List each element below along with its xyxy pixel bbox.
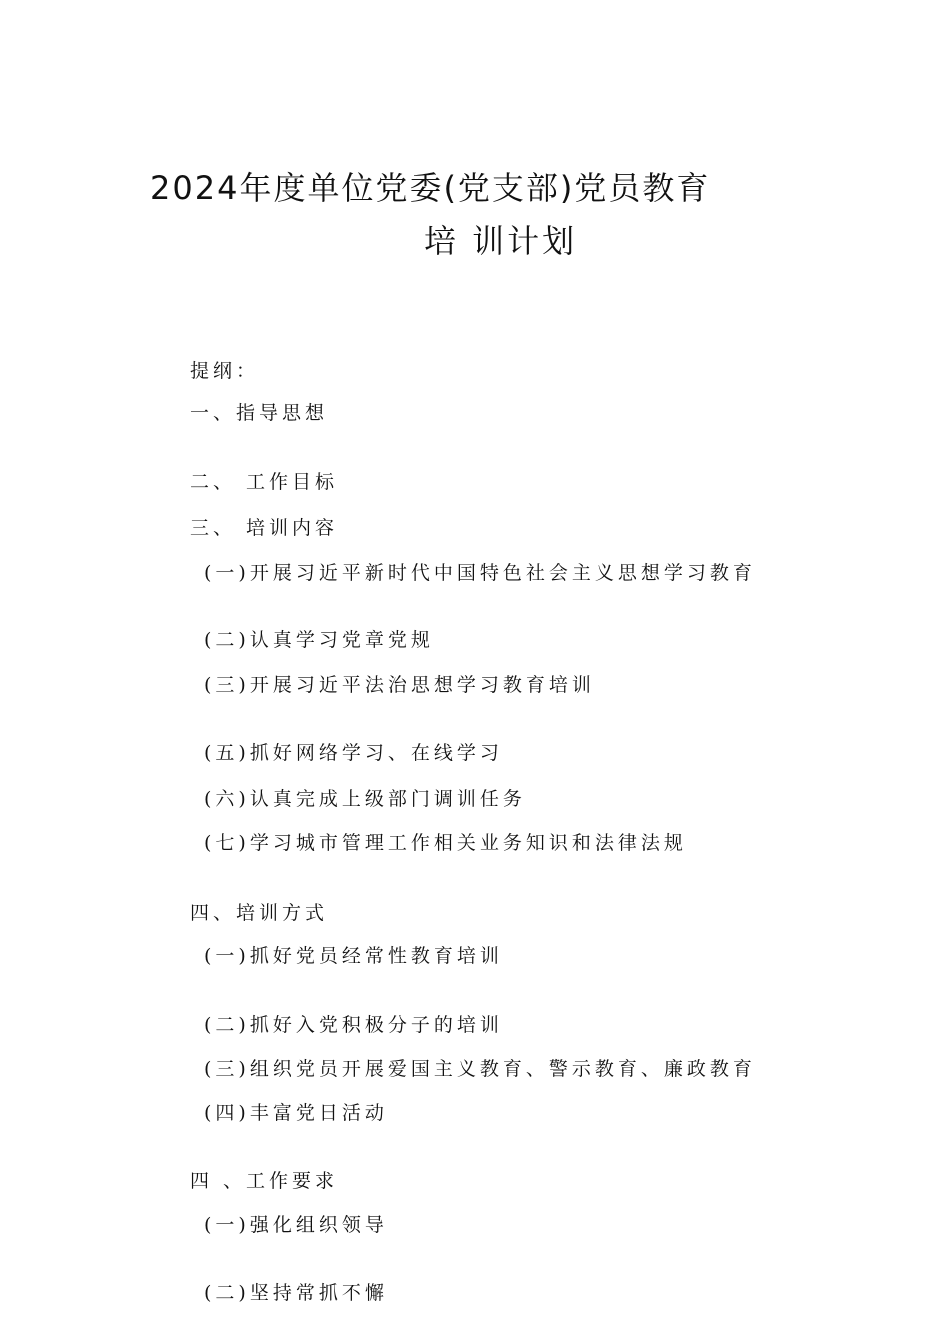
section-heading: 二、 工作目标 [190,471,339,493]
subsection-item: (二)认真学习党章党规 [204,629,434,651]
document-title-line2: 培 训计划 [424,222,578,260]
subsection-item: (三)组织党员开展爱国主义教育、警示教育、廉政教育 [204,1058,756,1080]
subsection-item: (四)丰富党日活动 [204,1102,388,1124]
subsection-item: (一)强化组织领导 [204,1214,388,1236]
subsection-item: (一)抓好党员经常性教育培训 [204,945,503,967]
subsection-item: (五)抓好网络学习、在线学习 [204,742,503,764]
subsection-item: (六)认真完成上级部门调训任务 [204,788,526,810]
subsection-item: (二)坚持常抓不懈 [204,1282,388,1304]
outline-label: 提纲： [190,360,260,382]
subsection-item: (三)开展习近平法治思想学习教育培训 [204,674,595,696]
section-heading: 四、培训方式 [190,902,329,924]
section-heading: 一、指导思想 [190,402,329,424]
subsection-item: (七)学习城市管理工作相关业务知识和法律法规 [204,832,687,854]
section-heading: 四 、工作要求 [190,1170,339,1192]
section-heading: 三、 培训内容 [190,517,339,539]
document-title-line1: 2024年度单位党委(党支部)党员教育 [150,169,711,207]
subsection-item: (二)抓好入党积极分子的培训 [204,1014,503,1036]
subsection-item: (一)开展习近平新时代中国特色社会主义思想学习教育 [204,562,756,584]
